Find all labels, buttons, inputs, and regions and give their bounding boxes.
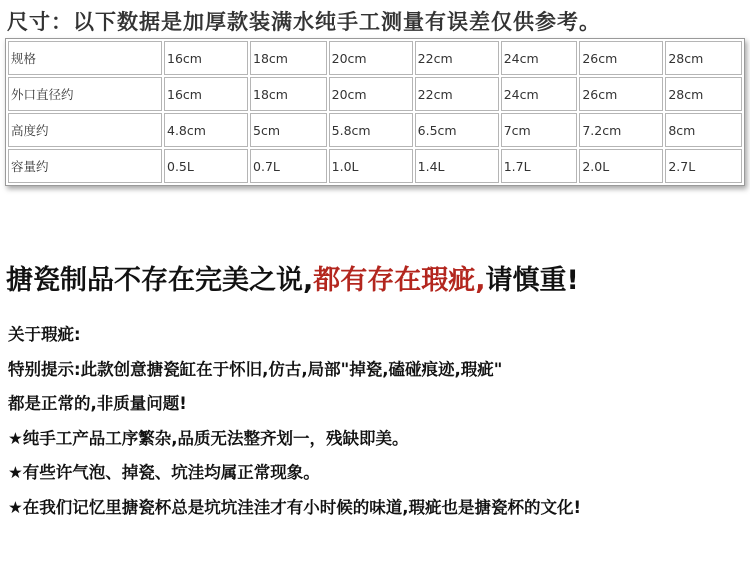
headline-part1: 搪瓷制品不存在完美之说, <box>6 265 314 296</box>
table-cell: 2.0L <box>579 149 663 183</box>
table-cell: 1.7L <box>501 149 578 183</box>
table-cell: 26cm <box>579 41 663 75</box>
table-cell: 5.8cm <box>329 113 413 147</box>
flaw-warning-headline <box>6 258 579 297</box>
table-cell: 0.7L <box>250 149 327 183</box>
table-cell: 20cm <box>329 77 413 111</box>
note-line: 关于瑕疵: <box>8 325 81 344</box>
table-row <box>8 113 742 147</box>
table-cell: 20cm <box>329 41 413 75</box>
headline-part2-red: 都有存在瑕疵, <box>313 265 486 296</box>
note-line: 特别提示:此款创意搪瓷缸在于怀旧,仿古,局部"掉瓷,磕碰痕迹,瑕疵" <box>8 359 503 379</box>
headline-part3: 请慎重! <box>485 265 579 296</box>
table-cell: 2.7L <box>665 149 742 183</box>
table-cell: 1.4L <box>415 149 499 183</box>
row-label: 外口直径约 <box>8 77 162 111</box>
table-cell: 18cm <box>250 77 327 111</box>
table-cell: 5cm <box>250 113 327 147</box>
table-cell: 22cm <box>415 41 499 75</box>
table-cell: 26cm <box>579 77 663 111</box>
table-cell: 24cm <box>501 77 578 111</box>
table-cell: 28cm <box>665 41 742 75</box>
table-cell: 0.5L <box>164 149 248 183</box>
table-cell: 22cm <box>415 77 499 111</box>
table-cell: 8cm <box>665 113 742 147</box>
flaw-notes <box>8 318 748 525</box>
size-spec-table <box>5 38 745 186</box>
row-label: 容量约 <box>8 149 162 183</box>
size-note-title: 尺寸：以下数据是加厚款装满水纯手工测量有误差仅供参考。 <box>7 10 601 34</box>
note-line: 都是正常的,非质量问题! <box>8 394 187 413</box>
note-line: ★有些许气泡、掉瓷、坑洼均属正常现象。 <box>8 463 320 482</box>
table-cell: 6.5cm <box>415 113 499 147</box>
row-label: 高度约 <box>8 113 162 147</box>
table-cell: 28cm <box>665 77 742 111</box>
note-line: ★纯手工产品工序繁杂,品质无法整齐划一，残缺即美。 <box>8 428 409 448</box>
table-cell: 7cm <box>501 113 578 147</box>
table-row <box>8 77 742 111</box>
row-label: 规格 <box>8 41 162 75</box>
table-cell: 7.2cm <box>579 113 663 147</box>
table-cell: 16cm <box>164 41 248 75</box>
table-cell: 24cm <box>501 41 578 75</box>
table-cell: 18cm <box>250 41 327 75</box>
table-row <box>8 41 742 75</box>
table-cell: 4.8cm <box>164 113 248 147</box>
table-cell: 1.0L <box>329 149 413 183</box>
table-row <box>8 149 742 183</box>
note-line: ★在我们记忆里搪瓷杯总是坑坑洼洼才有小时候的味道,瑕疵也是搪瓷杯的文化! <box>8 497 582 517</box>
table-cell: 16cm <box>164 77 248 111</box>
